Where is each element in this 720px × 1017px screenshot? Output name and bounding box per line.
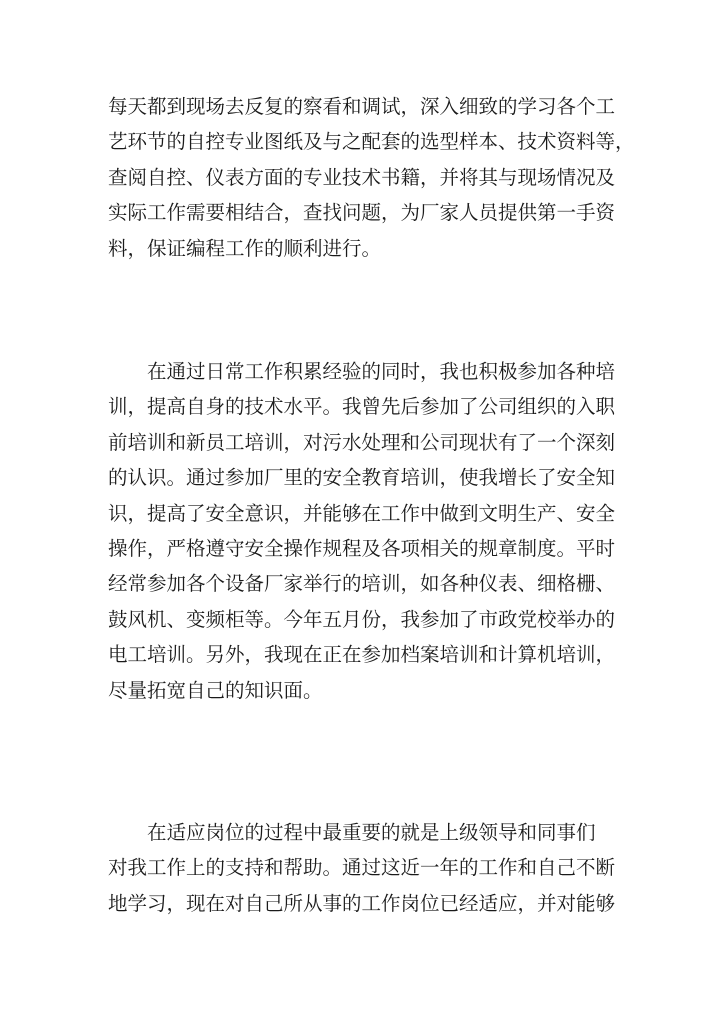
paragraph-line: 的认识。通过参加厂里的安全教育培训，使我增长了安全知 [108, 466, 616, 490]
paragraph-line: 经常参加各个设备厂家举行的培训，如各种仪表、细格栅、 [108, 572, 616, 596]
paragraph-line: 实际工作需要相结合，查找问题，为厂家人员提供第一手资 [108, 201, 616, 225]
paragraph-line: 识，提高了安全意识，并能够在工作中做到文明生产、安全 [108, 501, 616, 525]
paragraph-line: 鼓风机、变频柜等。今年五月份，我参加了市政党校举办的 [108, 607, 616, 631]
paragraph-line: 每天都到现场去反复的察看和调试，深入细致的学习各个工 [108, 95, 616, 118]
paragraph-line: 训，提高自身的技术水平。我曾先后参加了公司组织的入职 [108, 395, 616, 419]
paragraph-line: 对我工作上的支持和帮助。通过这近一年的工作和自己不断 [108, 856, 616, 880]
paragraph-1 [108, 89, 635, 266]
paragraph-2 [108, 354, 618, 708]
paragraph-line: 操作，严格遵守安全操作规程及各项相关的规章制度。平时 [108, 536, 616, 560]
paragraph-line: 在适应岗位的过程中最重要的就是上级领导和同事们 [108, 821, 596, 844]
paragraph-line: 在通过日常工作积累经验的同时，我也积极参加各种培 [108, 360, 616, 383]
paragraph-line: 电工培训。另外，我现在正在参加档案培训和计算机培训， [108, 643, 616, 667]
paragraph-3 [108, 815, 618, 921]
paragraph-line: 尽量拓宽自己的知识面。 [108, 678, 323, 702]
paragraph-line: 艺环节的自控专业图纸及与之配套的选型样本、技术资料等， [108, 130, 635, 154]
paragraph-line: 料，保证编程工作的顺利进行。 [108, 236, 382, 260]
paragraph-line: 查阅自控、仪表方面的专业技术书籍，并将其与现场情况及 [108, 165, 616, 189]
paragraph-line: 地学习，现在对自己所从事的工作岗位已经适应，并对能够 [108, 891, 616, 915]
paragraph-line: 前培训和新员工培训，对污水处理和公司现状有了一个深刻 [108, 430, 616, 454]
